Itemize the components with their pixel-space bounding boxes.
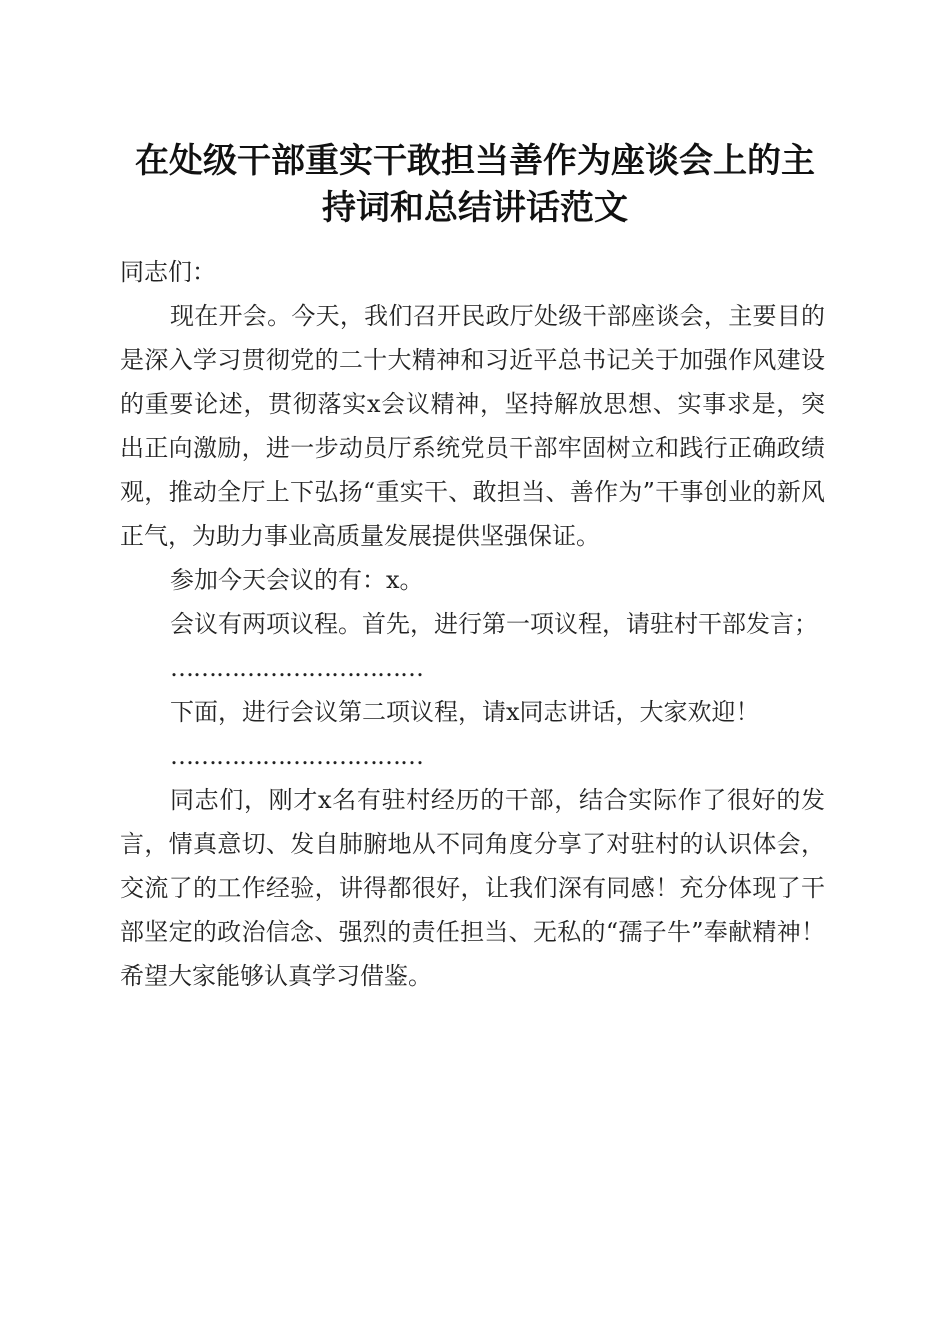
salutation: 同志们： bbox=[120, 258, 216, 286]
paragraph-opening: 现在开会。今天，我们召开民政厅处级干部座谈会，主要目的是深入学习贯彻党的二十大精神和习近平总书记关于加强作风建设的重要论述，贯彻落实x会议精神，坚持解放思想、实事求是，突出正向激励，进一步动员厅系统党员干部牢固树立和践行正确政绩观，推动全厅上下弘扬“重实干、敢担当、善作为”干事创业的新风正气，为助力事业高质量发展提供坚强保证。 bbox=[120, 302, 825, 550]
paragraph-agenda-second: 下面，进行会议第二项议程，请x同志讲话，大家欢迎！ bbox=[170, 698, 760, 726]
document-title-line-2: 持词和总结讲话范文 bbox=[322, 188, 628, 228]
paragraph-attendees: 参加今天会议的有：x。 bbox=[170, 566, 424, 594]
ellipsis-separator: …………………………… bbox=[170, 654, 423, 682]
ellipsis-separator: …………………………… bbox=[170, 742, 423, 770]
paragraph-summary: 同志们，刚才x名有驻村经历的干部，结合实际作了很好的发言，情真意切、发自肺腑地从不同角度分享了对驻村的认识体会，交流了的工作经验，讲得都很好，让我们深有同感！充分体现了干部坚定的政治信念、强烈的责任担当、无私的“孺子牛”奉献精神！希望大家能够认真学习借鉴。 bbox=[120, 786, 825, 990]
paragraph-agenda-first: 会议有两项议程。首先，进行第一项议程，请驻村干部发言； bbox=[170, 610, 818, 638]
document-title-line-1: 在处级干部重实干敢担当善作为座谈会上的主 bbox=[135, 141, 815, 181]
document-body bbox=[120, 250, 825, 998]
